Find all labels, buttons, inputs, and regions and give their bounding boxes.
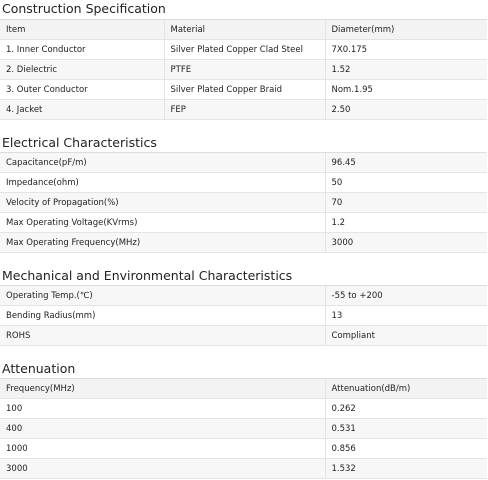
cell-item: 2. Dielectric <box>0 60 164 80</box>
cell-value: 3000 <box>325 233 487 253</box>
header-item: Item <box>0 20 164 40</box>
cell-parameter: Bending Radius(mm) <box>0 306 325 326</box>
cell-value: 96.45 <box>325 153 487 173</box>
cell-frequency: 100 <box>0 399 325 419</box>
cell-value: -55 to +200 <box>325 286 487 306</box>
table-header-row <box>0 379 487 399</box>
construction-title: Construction Specification <box>2 1 166 16</box>
table-row <box>0 233 487 253</box>
cell-diameter: 2.50 <box>325 100 487 120</box>
cell-material: Silver Plated Copper Braid <box>164 80 325 100</box>
cell-frequency: 400 <box>0 419 325 439</box>
electrical-title: Electrical Characteristics <box>2 135 157 150</box>
table-header-row <box>0 20 487 40</box>
attenuation-title: Attenuation <box>2 361 76 376</box>
table-row <box>0 439 487 459</box>
table-row <box>0 40 487 60</box>
cell-material: Silver Plated Copper Clad Steel <box>164 40 325 60</box>
cell-diameter: Nom.1.95 <box>325 80 487 100</box>
table-row <box>0 326 487 346</box>
cell-material: FEP <box>164 100 325 120</box>
attenuation-table <box>0 378 487 479</box>
cell-diameter: 1.52 <box>325 60 487 80</box>
table-row <box>0 193 487 213</box>
cell-value: 13 <box>325 306 487 326</box>
table-row <box>0 100 487 120</box>
table-row <box>0 399 487 419</box>
cell-item: 1. Inner Conductor <box>0 40 164 60</box>
cell-parameter: Impedance(ohm) <box>0 173 325 193</box>
table-row <box>0 306 487 326</box>
table-row <box>0 153 487 173</box>
cell-diameter: 7X0.175 <box>325 40 487 60</box>
cell-attenuation: 0.531 <box>325 419 487 439</box>
table-row <box>0 213 487 233</box>
table-row <box>0 80 487 100</box>
cell-parameter: Operating Temp.(℃) <box>0 286 325 306</box>
header-frequency: Frequency(MHz) <box>0 379 325 399</box>
table-row <box>0 173 487 193</box>
cell-parameter: ROHS <box>0 326 325 346</box>
cell-material: PTFE <box>164 60 325 80</box>
cell-value: Compliant <box>325 326 487 346</box>
header-material: Material <box>164 20 325 40</box>
mechanical-title: Mechanical and Environmental Characteristics <box>2 268 293 283</box>
cell-parameter: Max Operating Voltage(KVrms) <box>0 213 325 233</box>
cell-value: 70 <box>325 193 487 213</box>
table-row <box>0 459 487 479</box>
cell-item: 4. Jacket <box>0 100 164 120</box>
cell-item: 3. Outer Conductor <box>0 80 164 100</box>
table-row <box>0 60 487 80</box>
construction-table <box>0 19 487 120</box>
cell-parameter: Velocity of Propagation(%) <box>0 193 325 213</box>
cell-value: 50 <box>325 173 487 193</box>
electrical-table <box>0 152 487 253</box>
cell-value: 1.2 <box>325 213 487 233</box>
cell-parameter: Capacitance(pF/m) <box>0 153 325 173</box>
header-diameter: Diameter(mm) <box>325 20 487 40</box>
table-row <box>0 286 487 306</box>
header-attenuation: Attenuation(dB/m) <box>325 379 487 399</box>
table-row <box>0 419 487 439</box>
cell-attenuation: 0.856 <box>325 439 487 459</box>
cell-attenuation: 1.532 <box>325 459 487 479</box>
cell-frequency: 1000 <box>0 439 325 459</box>
cell-attenuation: 0.262 <box>325 399 487 419</box>
cell-frequency: 3000 <box>0 459 325 479</box>
cell-parameter: Max Operating Frequency(MHz) <box>0 233 325 253</box>
mechanical-table <box>0 285 487 346</box>
